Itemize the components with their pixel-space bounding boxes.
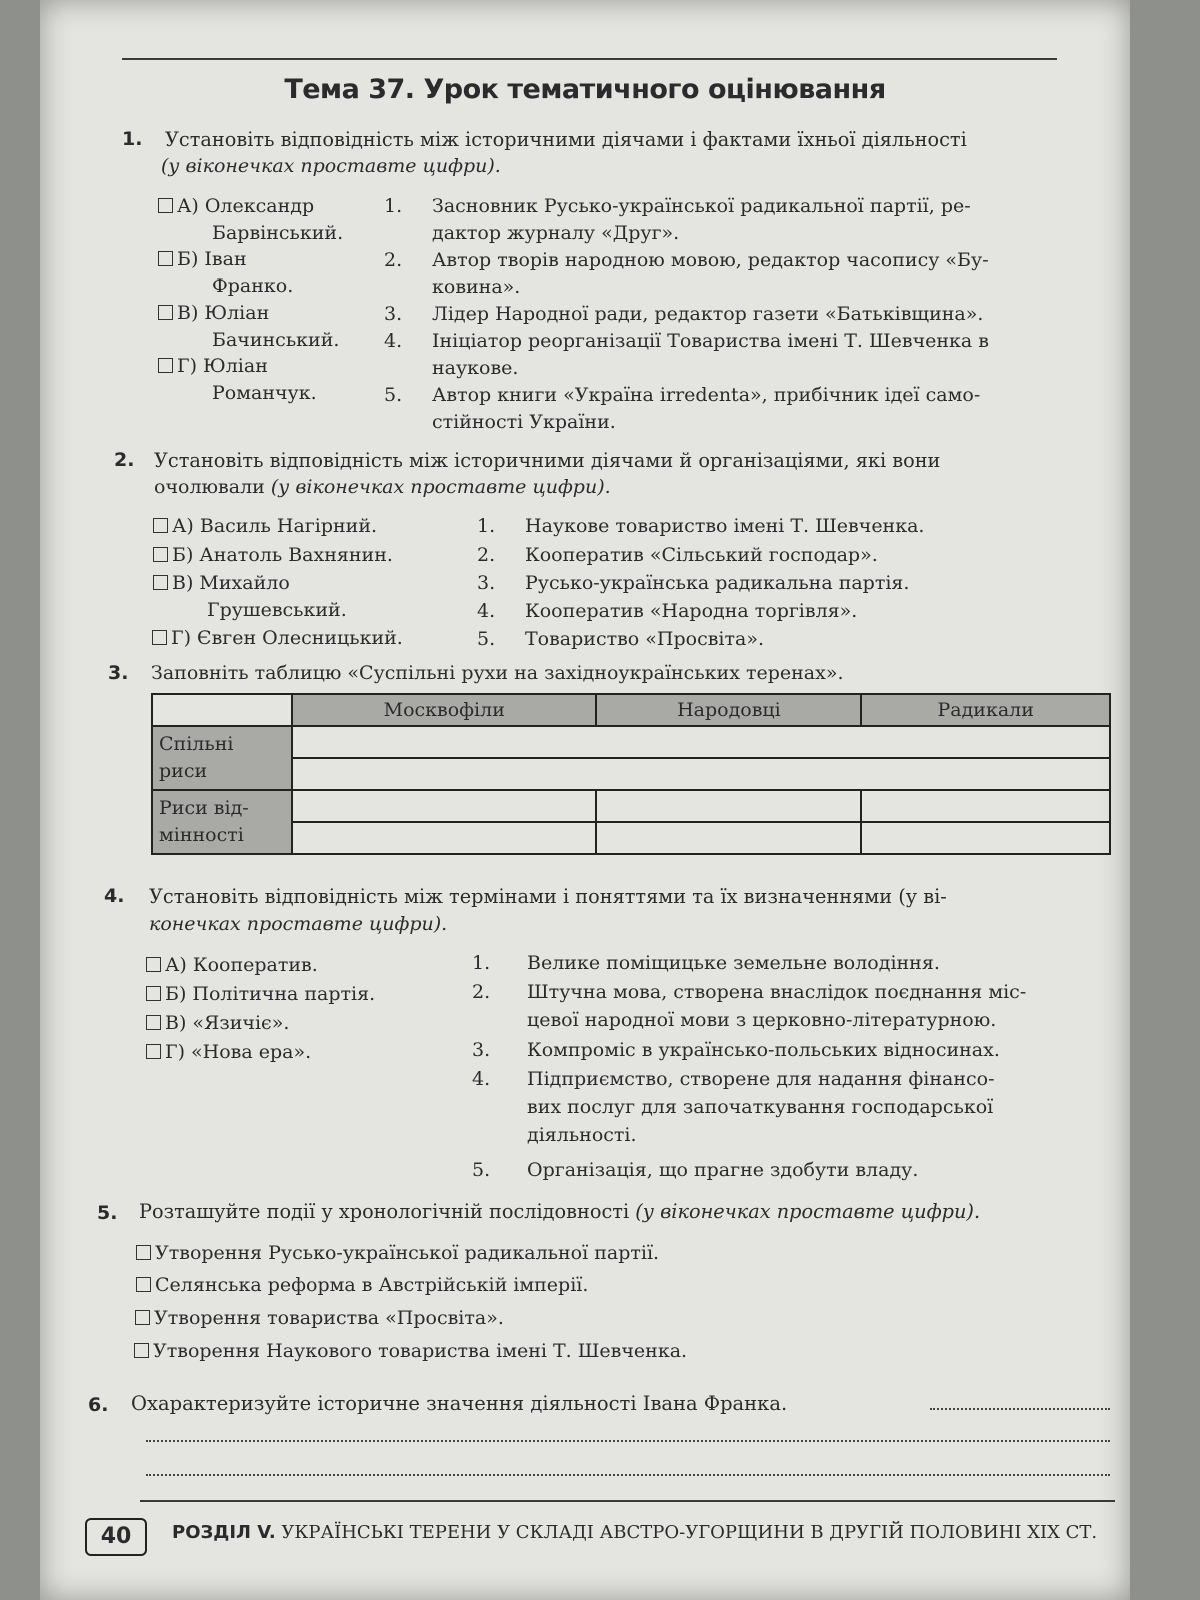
q4-left-d: Г) «Нова ера». — [146, 1039, 311, 1066]
answer-box[interactable] — [146, 1015, 161, 1030]
q4-right-4-cont2: діяльності. — [527, 1124, 637, 1146]
q5-item-3: Утворення товариства «Просвіта». — [135, 1305, 504, 1332]
answer-box[interactable] — [158, 358, 173, 373]
q2-right-2-num: 2. — [477, 544, 496, 566]
q1-right-5-num: 5. — [384, 384, 403, 406]
top-rule — [122, 58, 1057, 60]
answer-box[interactable] — [146, 1044, 161, 1059]
q2-text-line2: очолювали (у віконечках проставте цифри). — [154, 476, 611, 498]
row-header-differences: Риси від- мінності — [152, 790, 292, 854]
q4-right-5: Організація, що прагне здобути владу. — [527, 1159, 919, 1181]
answer-box[interactable] — [158, 305, 173, 320]
q4-text-line1: Установіть відповідність між термінами і поняттями та їх визначеннями (у ві- — [149, 885, 947, 908]
section-footer: РОЗДІЛ V. УКРАЇНСЬКІ ТЕРЕНИ У СКЛАДІ АВСТРО-УГОРЩИНИ В ДРУГІЙ ПОЛОВИНІ XIX СТ. — [172, 1522, 1098, 1543]
q2-number: 2. — [114, 449, 135, 471]
q2-left-b: Б) Анатоль Вахнянин. — [153, 542, 393, 569]
q1-right-5-cont: стійності України. — [432, 411, 616, 433]
q1-left-c-cont: Бачинський. — [212, 329, 340, 351]
textbook-page — [40, 0, 1130, 1600]
q2-left-d: Г) Євген Олесницький. — [152, 625, 403, 652]
answer-line[interactable] — [146, 1474, 1110, 1476]
q1-left-a-cont: Барвінський. — [212, 222, 344, 244]
q1-right-2-num: 2. — [384, 249, 403, 271]
q6-number: 6. — [88, 1394, 109, 1416]
answer-box[interactable] — [158, 251, 173, 266]
q1-left-b-cont: Франко. — [212, 275, 294, 297]
q1-left-a: А) Олександр — [158, 193, 314, 220]
table-input-cell[interactable] — [292, 758, 1110, 790]
q2-right-1: Наукове товариство імені Т. Шевченка. — [525, 515, 925, 537]
q3-text: Заповніть таблицю «Суспільні рухи на західноукраїнських теренах». — [151, 662, 844, 684]
q1-left-d-cont: Романчук. — [212, 382, 317, 404]
answer-box[interactable] — [146, 957, 161, 972]
table-input-cell[interactable] — [596, 822, 861, 854]
q1-right-4-num: 4. — [384, 330, 403, 352]
q6-text: Охарактеризуйте історичне значення діяльності Івана Франка. — [131, 1392, 788, 1415]
q4-right-5-num: 5. — [472, 1159, 491, 1181]
q1-left-d: Г) Юліан — [158, 353, 268, 380]
page-title: Тема 37. Урок тематичного оцінювання — [284, 74, 886, 105]
q1-right-1-cont: дактор журналу «Друг». — [432, 222, 680, 244]
q5-number: 5. — [97, 1202, 118, 1224]
table-input-cell[interactable] — [861, 790, 1110, 822]
answer-box[interactable] — [134, 1343, 149, 1358]
page-number: 40 — [85, 1518, 147, 1556]
answer-box[interactable] — [152, 630, 167, 645]
q1-number: 1. — [122, 128, 143, 150]
answer-box[interactable] — [135, 1310, 150, 1325]
q1-right-3-num: 3. — [384, 303, 403, 325]
q4-left-c: В) «Язичіє». — [146, 1010, 289, 1037]
q1-right-1: Засновник Русько-української радикальної партії, ре- — [432, 195, 971, 217]
table-input-cell[interactable] — [292, 790, 596, 822]
table-input-cell[interactable] — [596, 790, 861, 822]
bottom-rule — [140, 1500, 1115, 1502]
q4-right-4-num: 4. — [472, 1068, 491, 1090]
q2-right-1-num: 1. — [477, 515, 496, 537]
answer-box[interactable] — [153, 547, 168, 562]
answer-box[interactable] — [153, 518, 168, 533]
q4-right-1-num: 1. — [472, 952, 491, 974]
answer-box[interactable] — [136, 1245, 151, 1260]
q2-right-5: Товариство «Просвіта». — [525, 628, 765, 650]
q4-right-2-num: 2. — [472, 981, 491, 1003]
q4-number: 4. — [104, 885, 125, 907]
q2-right-2: Кооператив «Сільський господар». — [525, 544, 878, 566]
q5-item-4: Утворення Наукового товариства імені Т. Шевченка. — [134, 1338, 687, 1365]
q2-right-3-num: 3. — [477, 572, 496, 594]
q1-right-4: Ініціатор реорганізації Товариства імені Т. Шевченка в — [432, 330, 989, 352]
q1-text-line2: (у віконечках проставте цифри). — [161, 155, 501, 177]
column-header-narodovtsi: Народовці — [596, 694, 861, 726]
q2-right-4-num: 4. — [477, 600, 496, 622]
answer-line[interactable] — [930, 1408, 1110, 1410]
answer-line[interactable] — [146, 1440, 1110, 1442]
q4-right-3: Компроміс в українсько-польських відносинах. — [527, 1039, 1000, 1061]
answer-box[interactable] — [158, 198, 173, 213]
q4-right-4-cont: вих послуг для започаткування господарської — [527, 1096, 994, 1118]
q1-right-5: Автор книги «Україна irredenta», прибічник ідеї само- — [432, 384, 981, 406]
q5-text: Розташуйте події у хронологічній послідовності (у віконечках проставте цифри). — [139, 1200, 981, 1223]
q2-left-a: А) Василь Нагірний. — [153, 513, 377, 540]
q1-text-line1: Установіть відповідність між історичними діячами і фактами їхньої діяльності — [165, 128, 967, 151]
q4-right-2: Штучна мова, створена внаслідок поєднання міс- — [527, 981, 1027, 1003]
q1-right-4-cont: наукове. — [432, 357, 519, 379]
answer-box[interactable] — [153, 575, 168, 590]
q2-text-line1: Установіть відповідність між історичними діячами й організаціями, які вони — [154, 449, 941, 472]
q1-right-2-cont: ковина». — [432, 276, 521, 298]
q4-left-b: Б) Політична партія. — [146, 981, 375, 1008]
q3-number: 3. — [108, 662, 129, 684]
q2-left-c: В) Михайло — [153, 570, 290, 597]
answer-box[interactable] — [136, 1277, 151, 1292]
answer-box[interactable] — [146, 986, 161, 1001]
q5-item-2: Селянська реформа в Австрійській імперії. — [136, 1272, 588, 1299]
q1-right-2: Автор творів народною мовою, редактор часопису «Бу- — [432, 249, 989, 271]
q4-right-1: Велике поміщицьке земельне володіння. — [527, 952, 940, 974]
q1-right-3: Лідер Народної ради, редактор газети «Батьківщина». — [432, 303, 984, 325]
social-movements-table — [151, 693, 1111, 855]
q4-text-line2: конечках проставте цифри). — [149, 913, 448, 935]
q4-right-2-cont: цевої народної мови з церковно-літературною. — [527, 1009, 997, 1031]
q1-left-b: Б) Іван — [158, 246, 247, 273]
q2-right-5-num: 5. — [477, 628, 496, 650]
table-input-cell[interactable] — [292, 726, 1110, 758]
q1-left-c: В) Юліан — [158, 300, 269, 327]
column-header-radykaly: Радикали — [861, 694, 1110, 726]
q4-right-4: Підприємство, створене для надання фінансо- — [527, 1068, 995, 1090]
q2-right-3: Русько-українська радикальна партія. — [525, 572, 910, 594]
column-header-moskvofily: Москвофіли — [292, 694, 596, 726]
table-input-cell[interactable] — [292, 822, 596, 854]
table-input-cell[interactable] — [861, 822, 1110, 854]
table-corner-cell — [152, 694, 292, 726]
row-header-common: Спільні риси — [152, 726, 292, 790]
q2-left-c-cont: Грушевський. — [207, 599, 347, 621]
q2-right-4: Кооператив «Народна торгівля». — [525, 600, 858, 622]
q1-right-1-num: 1. — [384, 195, 403, 217]
q5-item-1: Утворення Русько-української радикальної партії. — [136, 1240, 659, 1267]
q4-right-3-num: 3. — [472, 1039, 491, 1061]
q4-left-a: А) Кооператив. — [146, 952, 318, 979]
